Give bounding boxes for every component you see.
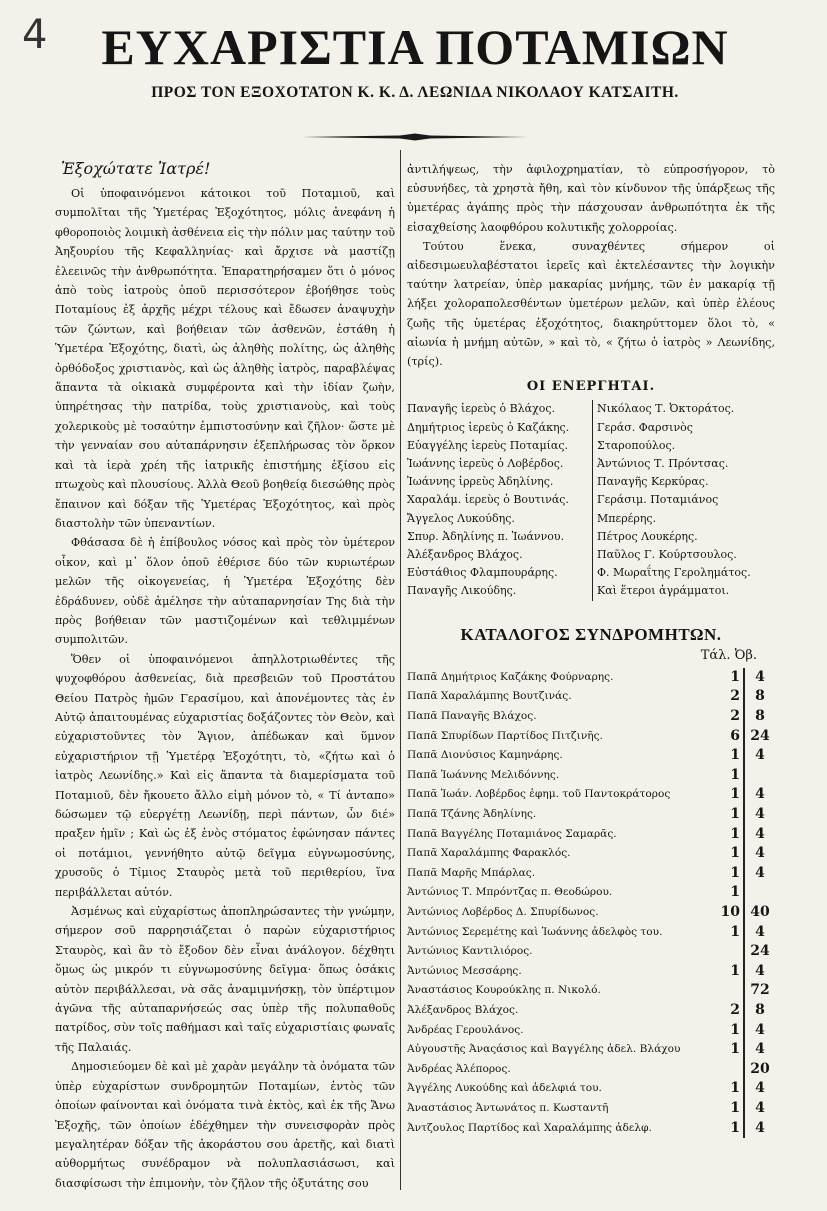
subscriber-name: Αὐγουστῆς Ἀναςάσιος καὶ Βαγγέλης ἀδελ. Βλάχου [407,1043,681,1056]
subscribers-table [407,668,775,1138]
member-name: Δημήτριος ἱερεὺς ὁ Καζάκης. [407,420,570,434]
left-column [55,158,395,1193]
obols-amount: 4 [755,806,765,823]
paragraph: Ἀσμένως καὶ εὐχαρίστως ἀποπληρώσαντες τὴν γνώμην, σήμερον σοῦ παρρησιάζεται ὁ παρὼν εὐχαριστήριος Σταυρὸς, καὶ ἂν τὸ ἔξοδον δὲν εἶναι ἀνάλογον. δέχθητι ὅμως ὡς μικρόν τι εὐγνωμοσύνης δεῖγμα· ὅπως ὁσάκις αὐτὸν περιβάλλεσαι, νὰ σᾶς ἀναμιμνήσκῃ, τὸν ὑπέρτιμον ἀγῶνα τῆς αὐταπαρνήσεώς σας ὑπὲρ τῆς πολυπαθοῦς πατρίδος, σὺν τοῖς παθήμασι καὶ ταῖς εὐχαριστίαις φωναῖς τῆς Παλαιάς. [55,905,395,1054]
table-row [407,825,775,845]
table-row [407,1099,775,1119]
obols-amount [745,766,775,786]
talents-amount: 6 [718,727,745,747]
obols-amount: 24 [750,943,770,960]
obols-amount: 4 [755,668,765,685]
catalog-title: ΚΑΤΑΛΟΓΟΣ ΣΥΝΔΡΟΜΗΤΩΝ. [460,624,722,644]
member-name: Ἀλέξανδρος Βλάχος. [407,548,523,562]
subscriber-name: Ἀντώνιος Σερεμέτης καὶ Ἰωάννης ἀδελφὸς του. [407,925,663,938]
table-row [407,1021,775,1041]
talents-amount: 1 [718,844,745,864]
paragraph: ἀντιλήψεως, τὴν ἀφιλοχρηματίαν, τὸ εὐπροσήγορον, τὸ εὐσυνήδες, τὰ χρηστὰ ἤθη, καὶ τὸν κίνδυνον τῆς ὑπάρξεως τῆς ὑμετέρας ἀγάπης πρὸς τὴν πάσχουσαν ἀνθρωπότητα ἐκ τῆς εἰσαχθείσης λαοφθόρου κολυτικῆς χολορροίας. [407,163,775,234]
obols-amount: 8 [755,688,765,705]
subscriber-name: Ἀναστάσιος Κουρούκλης π. Νικολό. [407,984,601,997]
member-name: Γεράσ. Φαρσινὸς Σταροπούλος. [597,420,693,452]
subscriber-name: Παπᾶ Σπυρίδων Παρτίδος Πιτζινῆς. [407,729,603,742]
obols-amount: 24 [750,727,770,744]
subscriber-name: Ἀλέξανδρος Βλάχος. [407,1003,519,1016]
subscriber-name: Παπᾶ Δημήτριος Καζάκης Φούρναρης. [407,670,614,683]
subscriber-name: Παπᾶ Παναγῆς Βλάχος. [407,710,537,723]
member-name: Ἰωάννης ἱρρεὺς Ἀδηλίνης. [407,475,554,489]
talents-amount: 1 [718,1099,745,1119]
member-name: Γεράσιμ. Ποταμιάνος Μπερέρης. [597,493,719,525]
member-name: Φ. Μωραΐτης Γερολημάτος. [597,566,751,580]
table-row [407,1079,775,1099]
member-name: Παναγῆς Κερκύρας. [597,475,709,489]
table-row [407,923,775,943]
talents-amount [718,981,745,1001]
subscriber-name: Ἀνδρέας Ἀλέπορος. [407,1062,511,1075]
talents-amount: 1 [718,805,745,825]
talents-amount: 1 [718,766,745,786]
obols-amount: 4 [755,923,765,940]
paragraph: Ὅθεν οἱ ὑποφαινόμενοι ἀπηλλοτριωθέντες τῆς ψυχοφθόρου ἀσθενείας, διὰ πρεσβειῶν τοῦ Προστάτου Θείου Πατρὸς ἡμῶν Γερασίμου, καὶ ἀπονέμοντες τὰς ἐν Αὐτῷ ἀπαιτουμένας εὐχαριστίας δοξάζοντες τὸν Θεὸν, καὶ εὐχαριστοῦντες τὸν Ἅγιον, ἀπέδωκαν καὶ ὕμνον εὐχαριστήριον τῇ Ὑμετέρᾳ Ἐξοχότητι, τὸ, «ζήτω καὶ ὁ ἰατρὸς Λεωνίδης.» Καὶ εἰς ἅπαντα τὰ διαμερίσματα τοῦ Ποταμιοῦ, δὲν ἤκουετο ἄλλο εἰμὴ μόνον τὸ, « Τί ἀνταπο» δώσωμεν τῷ εὐεργέτῃ Λεωνίδῃ, περὶ πάντων, ὧν διέ» πραξεν ἡμῖν ; Καὶ ὡς ἐξ ἑνὸς στόματος ἐφώνησαν πάντες οἱ ποτάμιοι, γεννήθητο αὐτῷ δεῖγμα εὐγνωμοσύνης, χρυσοῦς ὁ Τίμιος Σταυρὸς μετὰ τοῦ περιθερίου, ἵνα περιβάλλεται αὐτόν. [55,652,395,899]
member-name: Παναγῆς ἱερεὺς ὁ Βλάχος. [407,402,556,416]
members-left-column [407,400,593,600]
subscriber-name: Ἀντζουλος Παρτίδος καὶ Χαραλάμπης ἀδελφ. [407,1121,652,1134]
obols-amount: 4 [755,864,765,881]
talents-amount: 1 [718,1040,745,1060]
subscriber-name: Παπᾶ Διονύσιος Καμηνάρης. [407,749,563,762]
handwritten-page-number: 4 [22,12,48,58]
member-name: Νικόλαος Τ. Ὀκτοράτος. [597,402,735,416]
members-right-column [593,400,773,600]
paragraph: Τούτου ἕνεκα, συναχθέντες σήμερον οἱ αἰδεσιμωευλαβέστατοι ἱερεῖς καὶ ἐκτελέσαντες τὴν λογικὴν ταύτην λατρείαν, ὑπὲρ μακαρίας μνήμης, τῶν ἐν μακαρίᾳ τῇ λήξει χολοραπολεσθέντων ὑμετέρων μελῶν, καὶ ὑπὲρ ἐλέους ζωῆς τῆς ὑμετέρας ἐξοχότητος, διακηρύττομεν ὅλοι τὸ, « αἰωνία ἡ μνήμη αὐτῶν, » καὶ τὸ, « ζήτω ὁ ἰατρὸς » Λεωνίδης, (τρίς). [407,239,775,369]
paragraph: Φθάσασα δὲ ἡ ἐπίβουλος νόσος καὶ πρὸς τὸν ὑμέτερον οἶκον, καὶ μ᾽ ὅλον ὁποῦ ἐθέρισε δύο τῶν κυριωτέρων μελῶν τῆς οἰκογενείας, ἡ Ὑμετέρα Ἐξοχότης δὲν ἐδράδυνεν, οὐδὲ ἀμέλησε τὴν αὐταπαρνησίαν Της διὰ τὴν πρὸς βοήθειαν τῶν μαστιζομένων καὶ τεθλιμμένων συμπολιτῶν. [55,536,395,647]
table-row [407,1040,775,1060]
table-row [407,1001,775,1021]
talents-amount: 1 [718,1021,745,1041]
paragraph: Οἱ ὑποφαινόμενοι κάτοικοι τοῦ Ποταμιοῦ, καὶ συμπολῖται τῆς Ὑμετέρας Ἐξοχότητος, μόλις ἀνεφάνη ἡ φθοροποιὸς λοιμικὴ ἀσθένεια εἰς τὴν πόλιν μας ταύτην τοῦ Ἀηξουρίου τῆς Κεφαλληνίας· καὶ ἄρχισε νὰ μαστίζῃ ἐλεεινῶς τὴν ἀνθρωπότητα. Ἐπαρατηρήσαμεν ὅτι ὁ μόνος ἀπὸ τοὺς ἰατροὺς ὁποῦ περισσότερον ἐβοήθησε τοὺς Ποταμίους ἐξ ἀρχῆς μέχρι τέλους καὶ ἔδωσεν ἀναψυχὴν τῶν ζώντων, καὶ βοήθειαν τῶν ἀσθενῶν, ἐστάθη ἡ Ὑμετέρα Ἐξοχότης, διατὶ, ὡς ἀληθὴς πολίτης, ὡς ἀληθὴς ὀρθόδοξος χριστιανὸς, καὶ ὡς ἀληθὴς ἰατρὸς, παραβλέψας ἅπαντα τὰ οἰκιακὰ συμφέροντα καὶ τὴν ἰδίαν ζωὴν, ὑπηρέτησας τὴν πατρίδα, τοὺς χριστιανοὺς, καὶ τοὺς χολερικοὺς μὲ τοσαύτην ἐμπιστοσύνην καὶ ζῆλον· ὥστε μὲ τὴν γενναίαν σου αὐταπάρνησιν ἐξεπλήρωσας τὸν ὅρκον καὶ τὰ ἱερὰ χρέη τῆς ἰατρικῆς ἐπιστήμης ἐξίσου εἰς πτωχοὺς καὶ πλουσίους. Ἀλλὰ Θεοῦ βοηθείᾳ διεσώθης πρὸς ἔπαινον καὶ δόξαν τῆς Ὑμετέρας Ἐξοχότητος, καὶ πρὸς διαστολὴν τῶν ὑπεναντίων. [55,187,395,530]
ornament-divider [300,133,530,141]
obols-amount: 4 [755,1099,765,1116]
talents-amount [718,1060,745,1080]
talents-amount: 1 [718,923,745,943]
table-row [407,766,775,786]
obols-amount: 4 [755,1119,765,1136]
subscriber-name: Ἀναστάσιος Ἀντωνάτος π. Κωσταντῆ [407,1101,609,1114]
subscriber-name: Παπᾶ Μαρῆς Μπάρλας. [407,866,536,879]
table-row [407,668,775,688]
talents-amount: 2 [718,707,745,727]
obols-amount: 4 [755,1041,765,1058]
member-name: Χαραλάμ. ἱερεὺς ὁ Βουτινάς. [407,493,569,507]
table-row [407,785,775,805]
obols-amount: 4 [755,1021,765,1038]
obols-amount: 4 [755,845,765,862]
member-name: Σπυρ. Ἀδηλίνης π. Ἰωάννου. [407,529,565,543]
talents-amount [718,942,745,962]
obols-amount: 20 [750,1060,770,1077]
table-row [407,942,775,962]
member-name: Παῦλος Γ. Κούρτσουλος. [597,548,737,562]
talents-amount: 1 [718,668,745,688]
subscriber-name: Παπᾶ Χαραλάμπης Βουτζινάς. [407,690,572,703]
subscriber-name: Ἀντώνιος Λοβέρδος Δ. Σπυρίδωνος. [407,906,599,918]
obols-amount: 4 [755,747,765,764]
obols-amount: 4 [755,786,765,803]
table-row [407,707,775,727]
table-row [407,687,775,707]
table-row [407,883,775,903]
obols-amount: 8 [755,1001,765,1018]
right-column [407,160,775,1138]
talents-amount: 1 [718,962,745,982]
table-row [407,844,775,864]
talents-amount: 10 [718,903,745,923]
page-subtitle: ΠΡΟΣ ΤΟΝ ΕΞΟΧΟΤΑΤΟΝ Κ. Κ. Δ. ΛΕΩΝΙΔΑ ΝΙΚΟΛΑΟΥ ΚΑΤΣΑΙΤΗ. [151,84,679,101]
subscriber-name: Ἀνδρέας Γερουλάνος. [407,1023,524,1036]
subscriber-name: Ἀντώνιος Μεσσάρης. [407,964,522,977]
member-name: Εὐστάθιος Φλαμπουράρης. [407,566,558,580]
talents-amount: 2 [718,1001,745,1021]
talents-amount: 1 [718,785,745,805]
obols-amount: 40 [750,904,770,920]
member-name: Καὶ ἕτεροι ἀγράμματοι. [597,584,730,598]
table-row [407,903,775,923]
table-row [407,805,775,825]
obols-amount: 72 [750,982,770,999]
obols-amount: 8 [755,708,765,725]
table-row [407,864,775,884]
table-row [407,1060,775,1080]
member-name: Ἀντώνιος Τ. Πρόντσας. [597,457,729,471]
salutation: Ἐξοχώτατε Ἰατρέ! [61,159,211,178]
subscriber-name: Παπᾶ Ἰωάν. Λοβέρδος ἐφημ. τοῦ Παντοκράτορος [407,788,671,801]
member-name: Ἄγγελος Λυκούδης. [407,511,515,525]
obols-amount [745,883,775,903]
subscriber-name: Παπᾶ Χαραλάμπης Φαρακλός. [407,847,571,860]
subscriber-name: Ἀγγέλης Λυκούδης καὶ ἀδελφιά του. [407,1082,602,1095]
obols-amount: 4 [755,962,765,979]
subscriber-name: Ἀντώνιος Καντιλιόρος. [407,945,533,958]
table-row [407,1119,775,1139]
member-name: Παναγῆς Λικούδης. [407,584,517,598]
talents-amount: 2 [718,687,745,707]
subscriber-name: Παπᾶ Τζάνης Ἀδηλίνης. [407,808,537,821]
table-row [407,746,775,766]
member-name: Εὐαγγέλης ἱερεὺς Ποταμίας. [407,438,569,452]
talents-amount: 1 [718,825,745,845]
obols-amount: 4 [755,825,765,842]
talents-amount: 1 [718,1079,745,1099]
column-divider [400,150,401,1190]
catalog-header: Τάλ. Ὀβ. [700,647,757,663]
talents-amount: 1 [718,883,745,903]
subscriber-name: Παπᾶ Ἰωάννης Μελιδόννης. [407,768,560,781]
members-list [407,400,775,600]
table-row [407,981,775,1001]
talents-amount: 1 [718,746,745,766]
member-name: Ἰωάννης ἱερεὺς ὁ Λοβέρδος. [407,457,564,471]
table-row [407,962,775,982]
paragraph: Δημοσιεύομεν δὲ καὶ μὲ χαρὰν μεγάλην τὰ ὀνόματα τῶν ὑπὲρ εὐχαρίστων συνδρομητῶν Ποταμίων, ἐντὸς τῶν ὁποίων φαίνονται καὶ ὀνόματα τινὰ ἐκτὸς, καὶ ἐκ τῆς Ἄνω Ἐξοχῆς, τῶν ὁποίων ἐδέχθημεν τὴν συνεισφορὰν πρὸς μεγαλητέραν δόξαν τῆς ἀκοράστου σου ἀρετῆς, καὶ διατὶ αὐθορμήτως συνέδραμον νὰ πολυπλασιάσωσι, καὶ διασφίσωσι τὴν ἐπιμονὴν, τὸν ζῆλον τῆς ὀξυτάτης σου [55,1060,395,1190]
subscriber-name: Παπᾶ Βαγγέλης Ποταμιάνος Σαμαρᾶς. [407,827,617,840]
subscriber-name: Ἀντώνιος Τ. Μπρόντζας π. Θεοδώρου. [407,886,613,899]
member-name: Πέτρος Λουκέρης. [597,529,698,543]
page-title: ΕΥΧΑΡΙΣΤΙΑ ΠΟΤΑΜΙΩΝ [101,19,729,75]
members-title: ΟΙ ΕΝΕΡΓΗΤΑΙ. [526,379,656,395]
talents-amount: 1 [718,864,745,884]
obols-amount: 4 [755,1080,765,1097]
talents-amount: 1 [718,1119,745,1139]
table-row [407,727,775,747]
